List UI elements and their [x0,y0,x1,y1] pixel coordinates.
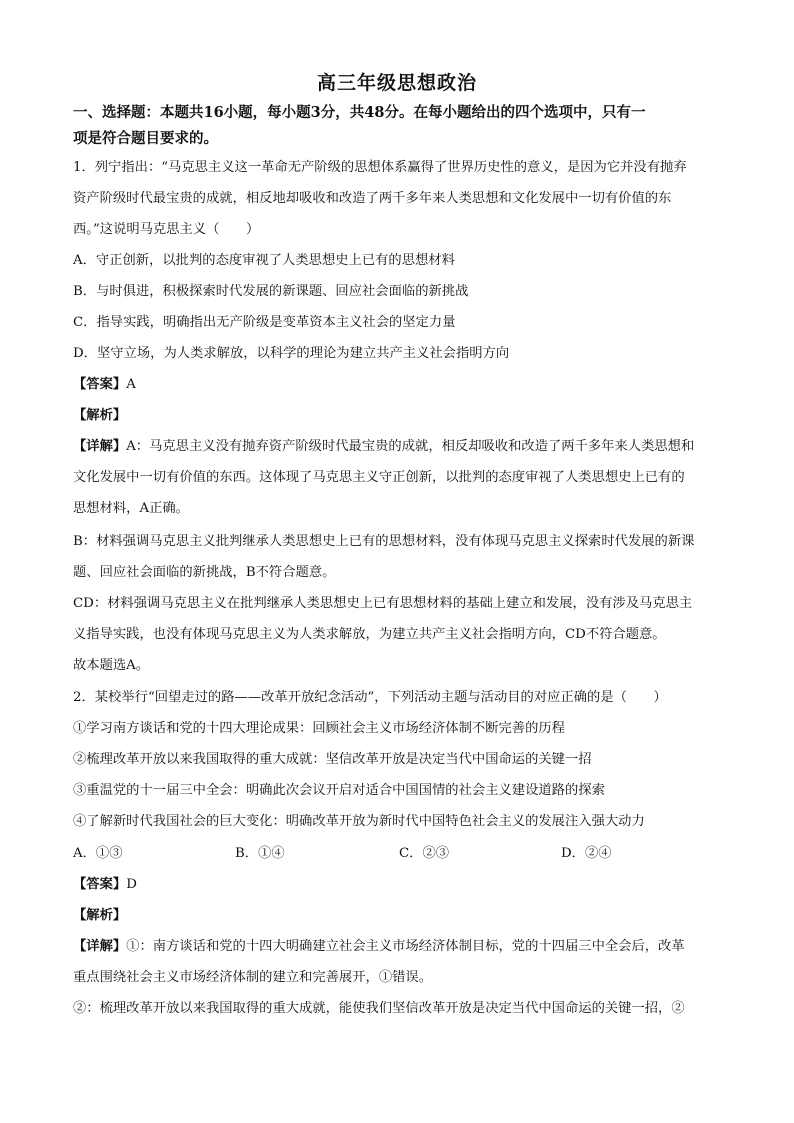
detail-tag: 【详解】 [73,939,127,954]
q1-stem-line-2: 资产阶级时代最宝贵的成就，相反地却吸收和改造了两千多年来人类思想和文化发展中一切有价值的东 [73,191,672,206]
q1-detail-line-7: 义指导实践，也没有体现马克思主义为人类求解放，为建立共产主义社会指明方向，CD不符合题意。 [73,627,666,642]
q2-detail-line-2: 重点围绕社会主义市场经济体制的建立和完善展开，①错误。 [73,970,433,985]
detail-text: A：马克思主义没有抛弃资产阶级时代最宝贵的成就，相反却吸收和改造了两千多年来人类思想和 [126,439,695,454]
page-title: 高三年级思想政治 [316,72,477,94]
section-header-line-1: 一、选择题：本题共16小题，每小题3分，共48分。在每小题给出的四个选项中，只有一 [73,104,646,121]
q1-detail-line-8: 故本题选A。 [73,658,150,673]
q1-option-a: A．守正创新，以批判的态度审视了人类思想史上已有的思想材料 [73,253,455,268]
q2-option-d: D．②④ [561,846,612,861]
q1-detail-line-6: CD：材料强调马克思主义在批判继承人类思想史上已有思想材料的基础上建立和发展，没有涉及马克思主 [73,596,693,611]
q2-item-4: ④了解新时代我国社会的巨大变化：明确改革开放为新时代中国特色社会主义的发展注入强大动力 [73,814,645,829]
q2-option-b: B．①④ [235,846,285,861]
q2-answer [73,875,733,895]
q1-detail-line-2: 文化发展中一切有价值的东西。这体现了马克思主义守正创新，以批判的态度审视了人类思想史上已有的 [73,470,685,485]
q1-detail-line-5: 题、回应社会面临的新挑战，B不符合题意。 [73,565,336,580]
q2-detail-line-3: ②：梳理改革开放以来我国取得的重大成就，能使我们坚信改革开放是决定当代中国命运的关键一招，② [73,1001,685,1016]
q1-stem-line-1: 1．列宁指出：“马克思主义这一革命无产阶级的思想体系赢得了世界历史性的意义，是因为它并没有抛弃 [73,160,687,175]
q2-detail-line-1 [73,937,733,957]
section-header-line-2: 项是符合题目要求的。 [73,130,218,147]
q1-detail-line-4: B：材料强调马克思主义批判继承人类思想史上已有的思想材料，没有体现马克思主义探索时代发展的新课 [73,534,695,549]
q2-stem: 2．某校举行“回望走过的路——改革开放纪念活动”，下列活动主题与活动目的对应正确的是（ ） [73,690,667,705]
answer-tag: 【答案】 [73,377,127,392]
q1-stem-line-3: 西。”这说明马克思主义（ ） [73,222,260,237]
q1-option-d: D．坚守立场，为人类求解放，以科学的理论为建立共产主义社会指明方向 [73,346,510,361]
q1-analysis-tag: 【解析】 [73,408,127,423]
q1-detail-line-1 [73,437,733,457]
detail-tag: 【详解】 [73,439,127,454]
q2-item-2: ②梳理改革开放以来我国取得的重大成就：坚信改革开放是决定当代中国命运的关键一招 [73,752,592,767]
q2-analysis-tag: 【解析】 [73,908,127,923]
answer-value: D [126,877,137,892]
detail-text: ①：南方谈话和党的十四大明确建立社会主义市场经济体制目标，党的十四届三中全会后，改革 [126,939,685,954]
q1-option-c: C．指导实践，明确指出无产阶级是变革资本主义社会的坚定力量 [73,315,456,330]
q2-item-1: ①学习南方谈话和党的十四大理论成果：回顾社会主义市场经济体制不断完善的历程 [73,721,565,736]
q1-answer [73,375,733,395]
q1-detail-line-3: 思想材料，A正确。 [73,501,189,516]
answer-tag: 【答案】 [73,877,127,892]
q2-options [73,844,733,864]
q2-item-3: ③重温党的十一届三中全会：明确此次会议开启对适合中国国情的社会主义建设道路的探索 [73,783,605,798]
q1-option-b: B．与时俱进，积极探索时代发展的新课题、回应社会面临的新挑战 [73,284,469,299]
q2-option-c: C．②③ [399,846,450,861]
answer-value: A [126,377,136,392]
q2-option-a: A．①③ [73,846,123,861]
